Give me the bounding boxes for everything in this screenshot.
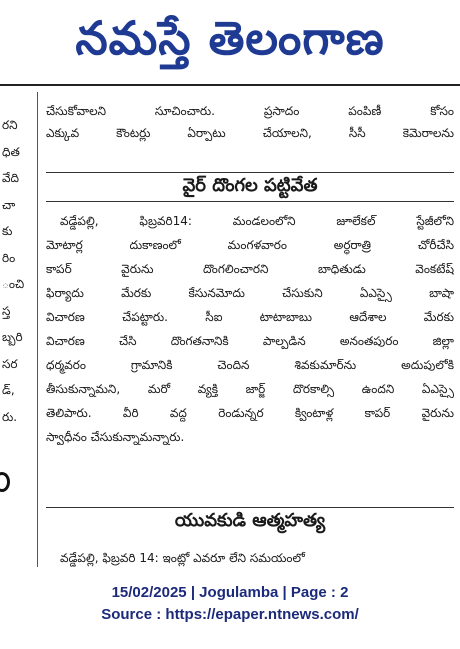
article-body-line: వడ్డేపల్లి, ఫిబ్రవరి14: మండలంలోని జూలేకల్ స్టేజీలోని: [60, 214, 454, 228]
left-column-fragment-text: స్త: [2, 303, 11, 318]
left-column-fragment-text: చా: [2, 197, 16, 212]
article-headline: యువకుడి ఆత్మహత్య: [46, 507, 454, 537]
article-body-line: తెలిపారు. వీరి వద్ద రెండున్నర క్వింటాళ్ల కాపర్ వైరును: [46, 406, 454, 420]
masthead-divider: [0, 84, 460, 86]
article-body-line: మోటార్ల దుకాణంలో మంగళవారం అర్ధరాత్రి చోరీచేసి: [46, 238, 454, 252]
article-body-line: ధర్మవరం గ్రామానికి చెందిన శివకుమార్‌ను అదుపులోకి: [46, 358, 454, 372]
left-column-fragment-text: రిం: [2, 250, 16, 265]
left-column-fragment-text: డ్,: [2, 383, 15, 397]
prev-article-line: చేసుకోవాలని సూచించారు. ప్రసాదం పంపిణీ కోసం: [46, 104, 454, 118]
left-column-fragment-text: రని: [2, 118, 18, 132]
left-column-fragment-text: సర: [2, 356, 18, 371]
main-column: [46, 92, 454, 567]
footer-source: Source : https://epaper.ntnews.com/: [101, 606, 359, 623]
left-column-fragment-text: వేది: [2, 171, 20, 185]
masthead-title: నమస్తే తెలంగాణ: [75, 11, 385, 65]
article-body-line: తీసుకున్నామని, మరో వ్యక్తి జార్జ్ దొరకాల్సి ఉందని ఏఎస్సై: [46, 382, 454, 396]
article-headline: వైర్ దొంగల పట్టివేత: [46, 172, 454, 202]
article-body-line: ఫిర్యాదు మేరకు కేసునమోదు చేసుకుని ఏఎస్సై బాషా: [46, 286, 454, 300]
article-body-line: వడ్డేపల్లి, ఫిబ్రవరి 14: ఇంట్లో ఎవరూ లేని సమయంలో: [60, 551, 305, 565]
left-column-fragment-text: కు: [2, 224, 13, 238]
left-column-fragment-text: ంచి: [2, 277, 25, 291]
article-body-line: కాపర్ వైరును దొంగలించారని బాధితుడు వెంకటేష్: [46, 262, 454, 276]
article-body-line: విచారణ చేపట్టారు. సీఐ టాటాబాబు ఆదేశాల మేరకు: [46, 310, 454, 324]
left-column-fragment-text: రు.: [2, 409, 18, 424]
page-footer: [0, 582, 460, 626]
footer-date-edition: 15/02/2025 | Jogulamba | Page : 2: [111, 584, 349, 601]
prev-article-line: ఎక్కువ కౌంటర్లు ఏర్పాటు చేయాలని, సీసీ కెమెరాలను: [46, 126, 454, 140]
cut-off-graphic: [0, 472, 10, 492]
left-column-fragment-text: బ్బరి: [2, 330, 23, 344]
article-body-line: స్వాధీనం చేసుకున్నామన్నారు.: [46, 430, 185, 444]
article-body-line: విచారణ చేసి దొంగతనానికి పాల్పడిన అనంతపురం జిల్లా: [46, 334, 454, 348]
column-divider: [37, 92, 38, 567]
left-column-fragment-text: ధిత: [2, 144, 20, 159]
left-column-fragment: [0, 92, 34, 567]
